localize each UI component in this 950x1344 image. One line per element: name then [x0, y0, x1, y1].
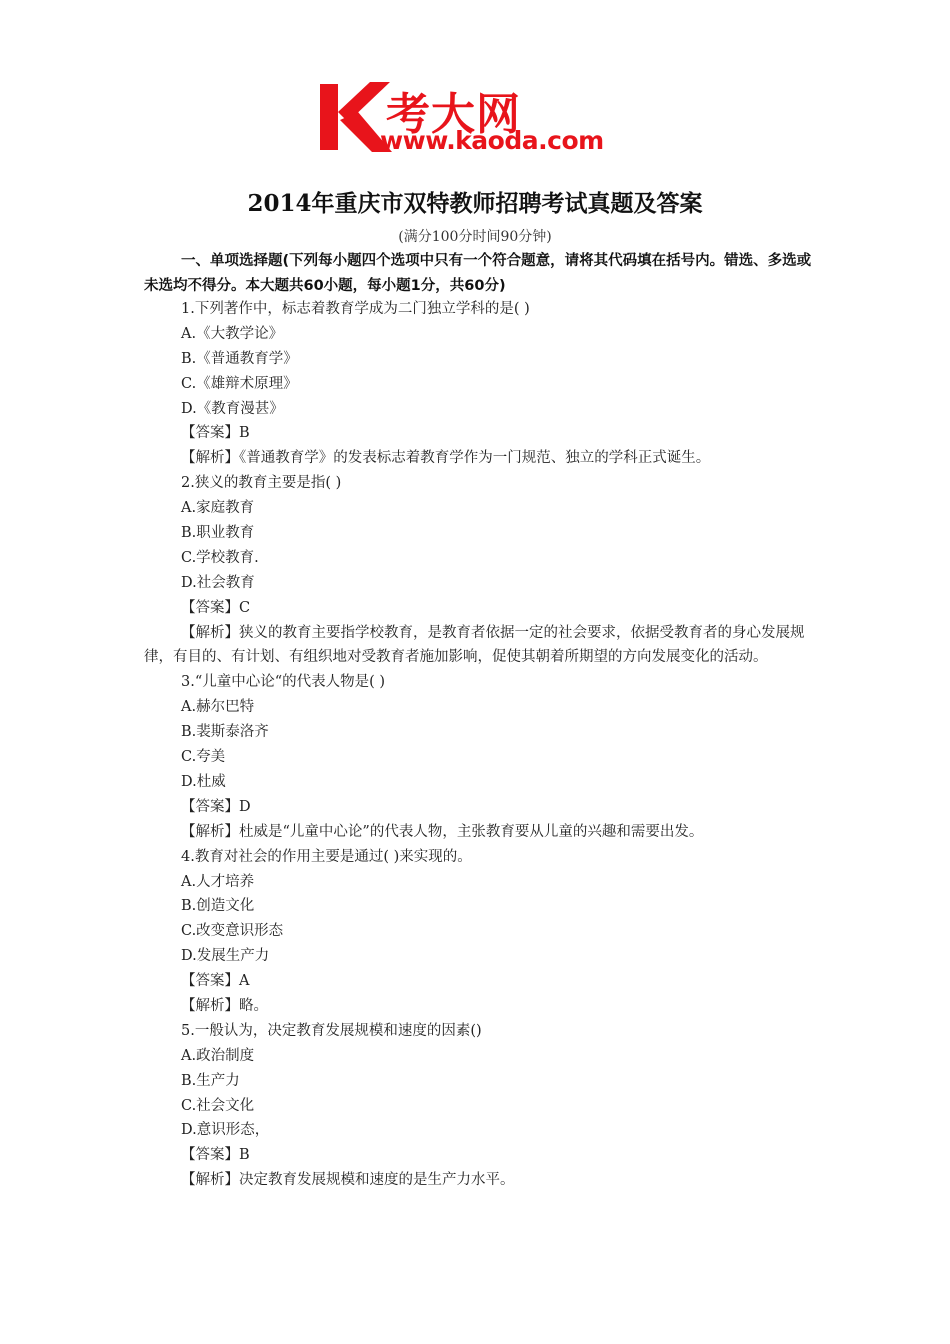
- option-c: C.学校教育.: [181, 549, 259, 566]
- answer: 【答案】B: [181, 1147, 250, 1164]
- answer: 【答案】C: [181, 599, 251, 616]
- logo-url-text: www.kaoda.com: [380, 126, 604, 155]
- option-d: D.《教育漫甚》: [181, 400, 284, 417]
- option-d: D.发展生产力: [181, 948, 270, 965]
- option-c: C.社会文化: [181, 1097, 255, 1114]
- question-3: [144, 670, 812, 844]
- answer: 【答案】D: [181, 798, 251, 815]
- analysis: 【解析】略。: [181, 997, 268, 1014]
- option-b: B.创造文化: [181, 898, 255, 915]
- question-stem: 2.狭义的教育主要是指( ): [181, 475, 342, 492]
- analysis: 【解析】杜威是“儿童中心论”的代表人物，主张教育要从儿童的兴趣和需要出发。: [181, 823, 704, 840]
- kaoda-logo: [318, 80, 638, 160]
- option-a: A.政治制度: [181, 1047, 255, 1064]
- option-a: A.赫尔巴特: [181, 699, 255, 716]
- option-d: D.杜威: [181, 773, 226, 790]
- option-c: C.改变意识形态: [181, 923, 284, 940]
- analysis: 【解析】决定教育发展规模和速度的是生产力水平。: [181, 1172, 515, 1189]
- document-title: 2014年重庆市双特教师招聘考试真题及答案: [247, 190, 703, 217]
- section-heading: 一、单项选择题(下列每小题四个选项中只有一个符合题意，请将其代码填在括号内。错选、多选或未选均不得分。本大题共60小题，每小题1分，共60分): [144, 253, 812, 294]
- option-b: B.职业教育: [181, 525, 255, 542]
- question-stem: 1.下列著作中，标志着教育学成为二门独立学科的是( ): [181, 301, 530, 317]
- question-stem: 5.一般认为，决定教育发展规模和速度的因素(): [181, 1022, 482, 1039]
- option-b: B.裴斯泰洛齐: [181, 724, 269, 741]
- option-d: D.意识形态，: [181, 1122, 270, 1139]
- option-b: B.《普通教育学》: [181, 350, 298, 367]
- option-c: C.夸美: [181, 749, 226, 766]
- question-stem: 3.“儿童中心论“的代表人物是( ): [181, 674, 386, 691]
- question-4: [144, 845, 812, 1019]
- option-a: A.人才培养: [181, 873, 255, 890]
- answer: 【答案】B: [181, 425, 250, 442]
- logo-brand-text: 考大网: [386, 89, 521, 140]
- question-5: [144, 1019, 812, 1193]
- question-list: [144, 297, 812, 1193]
- option-a: A.家庭教育: [181, 500, 255, 517]
- option-d: D.社会教育: [181, 574, 255, 591]
- question-1: [144, 297, 812, 471]
- option-a: A.《大教学论》: [181, 325, 284, 342]
- answer: 【答案】A: [181, 973, 250, 990]
- analysis: 【解析】狭义的教育主要指学校教育，是教育者依据一定的社会要求，依据受教育者的身心发展规律，有目的、有计划、有组织地对受教育者施加影响，促使其朝着所期望的方向发展变化的活动。: [144, 624, 805, 666]
- option-b: B.生产力: [181, 1072, 240, 1089]
- analysis: 【解析】《普通教育学》的发表标志着教育学作为一门规范、独立的学科正式诞生。: [181, 450, 711, 467]
- document-subtitle: (满分100分时间90分钟): [398, 229, 552, 245]
- question-2: [144, 471, 812, 670]
- option-c: C.《雄辩术原理》: [181, 375, 298, 392]
- question-stem: 4.教育对社会的作用主要是通过( )来实现的。: [181, 848, 472, 865]
